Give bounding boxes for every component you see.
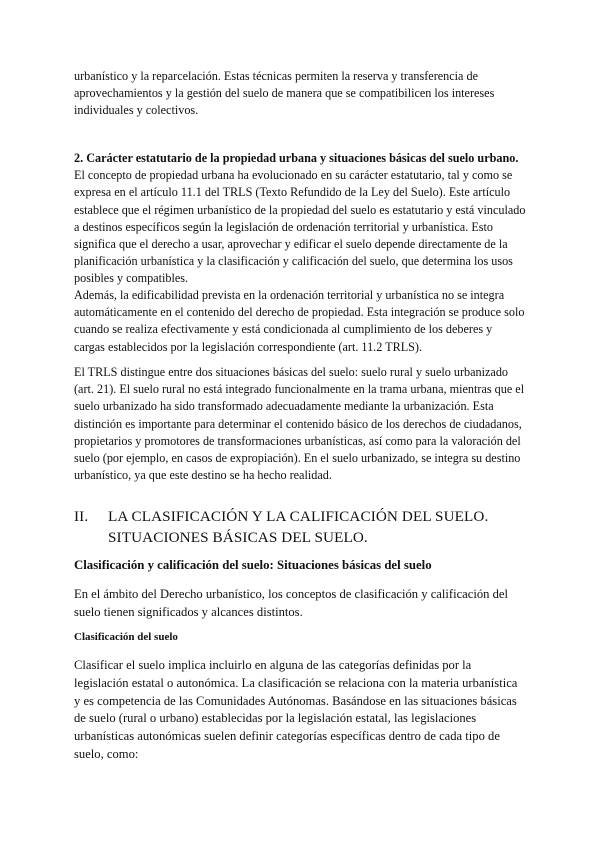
- subsection-heading: Clasificación y calificación del suelo: Situaciones básicas del suelo: [74, 558, 432, 572]
- section-2-paragraph-2: Además, la edificabilidad prevista en la ordenación territorial y urbanística no se integra automáticamente en el contenido del derecho de propiedad. Esta integración se produce solo cuando se realiza efectivamente y está condicionada al cumplimiento de los deberes y cargas establecidos por la legislación correspondiente (art. 11.2 TRLS).: [74, 288, 525, 354]
- chapter-heading: [74, 506, 534, 550]
- chapter-title-line-2: SITUACIONES BÁSICAS DEL SUELO.: [108, 529, 368, 546]
- section-2: [74, 150, 526, 288]
- section-2-heading: 2. Carácter estatutario de la propiedad urbana y situaciones básicas del suelo urbano.: [74, 151, 519, 165]
- clasificacion-paragraph: Clasificar el suelo implica incluirlo en alguna de las categorías definidas por la legislación estatal o autonómica. La clasificación se relaciona con la materia urbanística y es competencia de las Comunidades Autónomas. Basándose en las situaciones básicas de suelo (rural o urbano) establecidas por la legislación estatal, las legislaciones urbanísticas autonómicas suelen definir categorías específicas dentro de cada tipo de suelo, como:: [74, 658, 518, 761]
- section-2-paragraph-1: El concepto de propiedad urbana ha evolucionado en su carácter estatutario, tal y como se expresa en el artículo 11.1 del TRLS (Texto Refundido de la Ley del Suelo). Este artículo establece que el régimen urbanístico de la propiedad del suelo es estatutario y está vinculado a destinos específicos según la legislación de ordenación territorial y urbanística. Esto significa que el derecho a usar, aprovechar y edificar el suelo depende directamente de la planificación urbanística y la clasificación y calificación del suelo, que determina los usos posibles y compatibles.: [74, 168, 526, 286]
- chapter-title-line-1: LA CLASIFICACIÓN Y LA CALIFICACIÓN DEL SUELO.: [108, 508, 489, 525]
- clasificacion-heading: Clasificación del suelo: [74, 631, 178, 643]
- section-2-paragraph-3: El TRLS distingue entre dos situaciones básicas del suelo: suelo rural y suelo urbanizado (art. 21). El suelo rural no está integrado funcionalmente en la trama urbana, mientras que el suelo urbanizado ha sido transformado adecuadamente mediante la urbanización. Esta distinción es importante para determinar el contenido básico de los derechos de ciudadanos, propietarios y promotores de transformaciones urbanísticas, así como para la valoración del suelo (por ejemplo, en casos de expropiación). En el suelo urbanizado, se integra su destino urbanístico, ya que este destino se ha hecho realidad.: [74, 365, 525, 483]
- intro-paragraph: urbanístico y la reparcelación. Estas técnicas permiten la reserva y transferencia de aprovechamientos y la gestión del suelo de manera que se compatibilicen los intereses individuales y colectivos.: [74, 69, 495, 118]
- subsection-paragraph: En el ámbito del Derecho urbanístico, los conceptos de clasificación y calificación del suelo tienen significados y alcances distintos.: [74, 587, 508, 619]
- chapter-number: II.: [74, 508, 89, 525]
